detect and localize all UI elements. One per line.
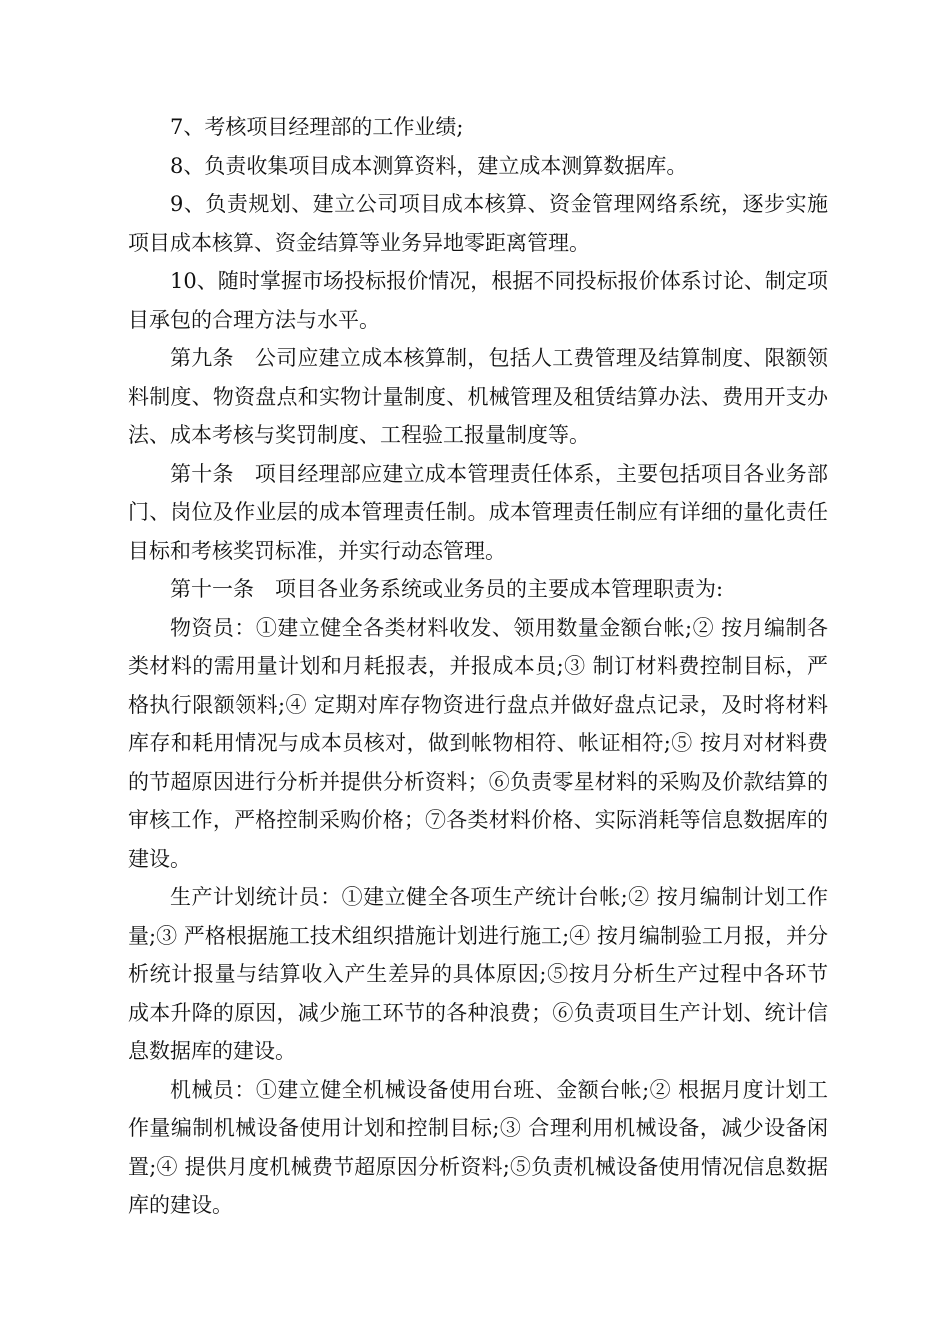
paragraph-item-7: 7、考核项目经理部的工作业绩; xyxy=(170,115,464,139)
article-11: 第十一条 项目各业务系统或业务员的主要成本管理职责为: xyxy=(170,577,724,601)
article-9: 第九条 公司应建立成本核算制，包括人工费管理及结算制度、限额领料制度、物资盘点和实物计量制度、机械管理及租赁结算办法、费用开支办法、成本考核与奖罚制度、工程验工报量制度等。 xyxy=(128,346,828,447)
paragraph-item-8: 8、负责收集项目成本测算资料，建立成本测算数据库。 xyxy=(170,153,688,178)
machinery-clerk-duties: 机械员：①建立健全机械设备使用台班、金额台帐;② 根据月度计划工作量编制机械设备使用计划和控制目标;③ 合理利用机械设备，减少设备闲置;④ 提供月度机械费节超原因分析资料;⑤负责机械设备使用情况信息数据库的建设。 xyxy=(128,1077,828,1217)
article-10: 第十条 项目经理部应建立成本管理责任体系，主要包括项目各业务部门、岗位及作业层的成本管理责任制。成本管理责任制应有详细的量化责任目标和考核奖罚标准，并实行动态管理。 xyxy=(128,461,828,563)
production-planner-duties: 生产计划统计员：①建立健全各项生产统计台帐;② 按月编制计划工作量;③ 严格根据施工技术组织措施计划进行施工;④ 按月编制验工月报，并分析统计报量与结算收入产生差异的具体原因;⑤按月分析生产过程中各环节成本升降的原因，减少施工环节的各种浪费；⑥负责项目生产计划、统计信息数据库的建设。 xyxy=(128,885,828,1063)
paragraph-item-10: 10、随时掌握市场投标报价情况，根据不同投标报价体系讨论、制定项目承包的合理方法与水平。 xyxy=(128,269,828,332)
paragraph-item-9: 9、负责规划、建立公司项目成本核算、资金管理网络系统，逐步实施项目成本核算、资金结算等业务异地零距离管理。 xyxy=(128,192,828,255)
materials-clerk-duties: 物资员：①建立健全各类材料收发、领用数量金额台帐;② 按月编制各类材料的需用量计划和月耗报表，并报成本员;③ 制订材料费控制目标，严格执行限额领料;④ 定期对库存物资进行盘点并做好盘点记录，及时将材料库存和耗用情况与成本员核对，做到帐物相符、帐证相符;⑤ 按月对材料费的节超原因进行分析并提供分析资料；⑥负责零星材料的采购及价款结算的审核工作，严格控制采购价格；⑦各类材料价格、实际消耗等信息数据库的建设。 xyxy=(128,615,828,871)
document-body xyxy=(128,108,828,1225)
